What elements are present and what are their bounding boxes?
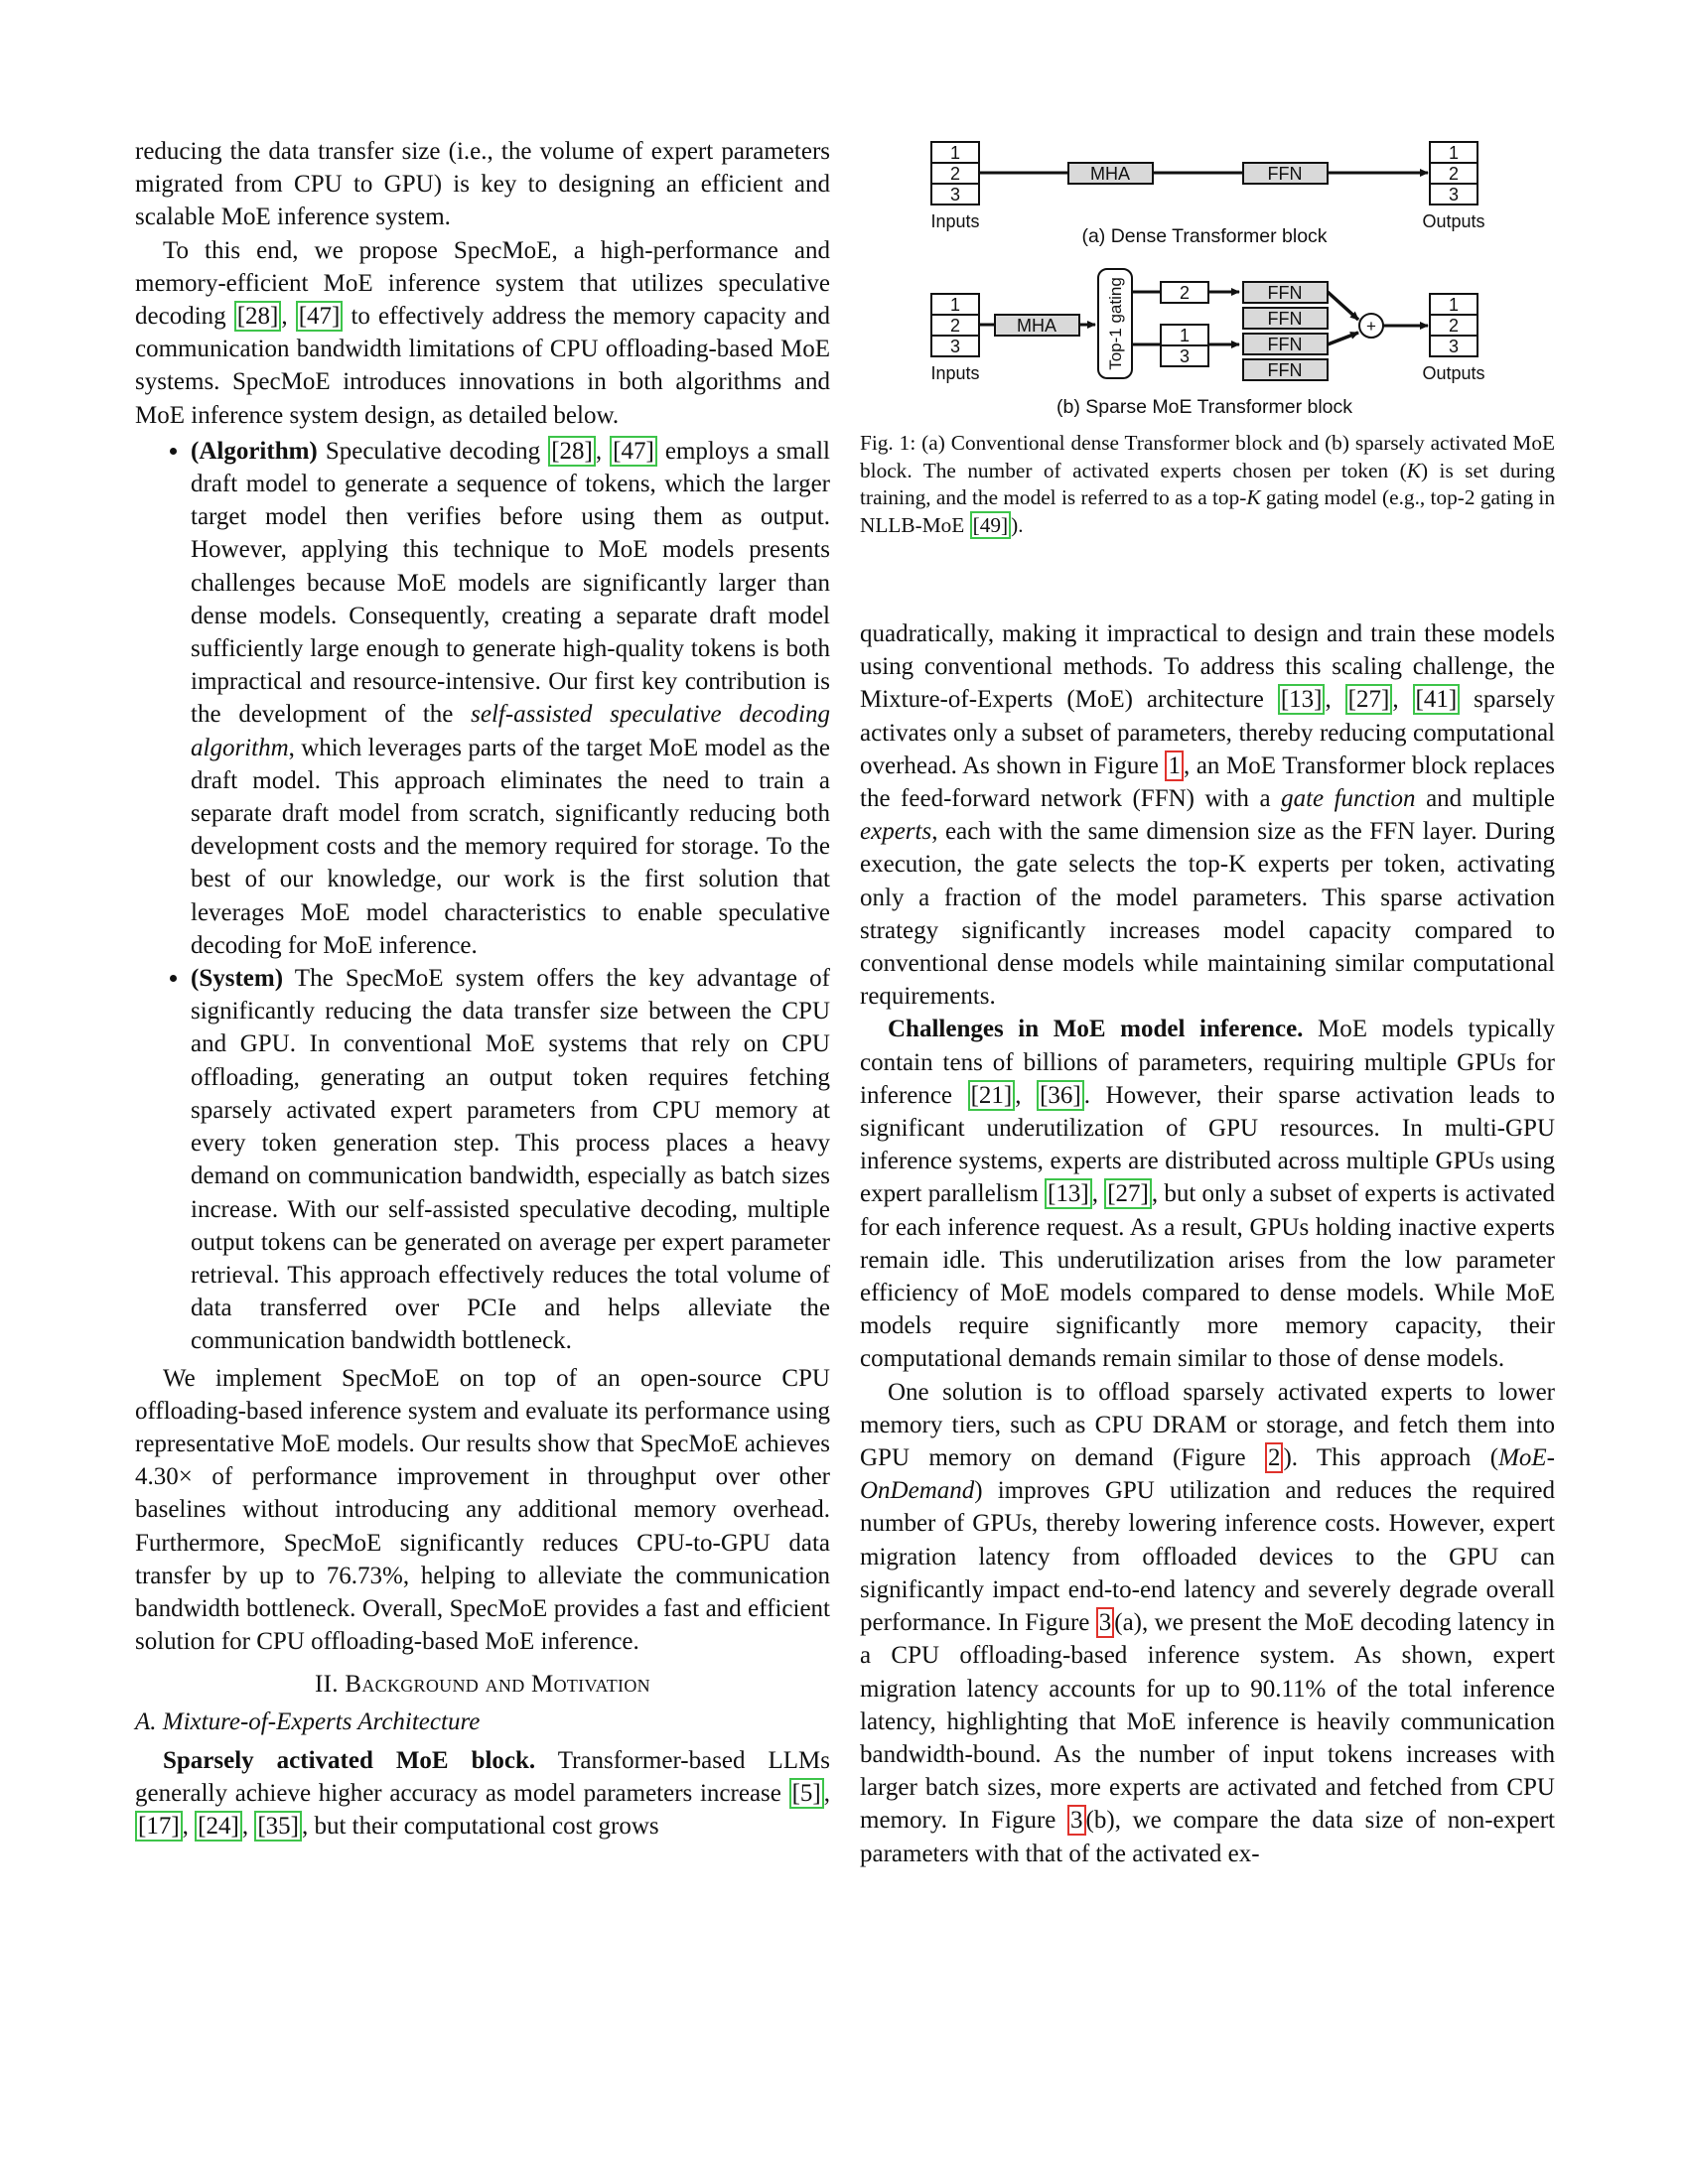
figure-ref-link[interactable]: 3 [1096, 1607, 1115, 1638]
paragraph-propose: To this end, we propose SpecMoE, a high-performance and memory-efficient MoE inference system that utilizes speculative decoding [28] , [47] to effectively address the memory capacity and communication bandwidth limitations of CPU offloading-based MoE systems. SpecMoE introduces innovations in both algorithms and MoE inference system design, as detailed below. [135, 236, 831, 429]
dense-ffn-label: FFN [1267, 164, 1303, 184]
citation-link[interactable]: [28] [234, 301, 282, 332]
sparse-outputs-label: Outputs [1422, 363, 1485, 383]
contribution-list [135, 435, 830, 1358]
paragraph-sparse-block: Sparsely activated MoE block. Transformer-based LLMs generally achieve higher accuracy as model parameters increase [5] , [17] , [24] , [35] , but their computational cost grows [135, 1746, 830, 1841]
bullet-label: (System) [191, 965, 284, 993]
expert-ffn-label: FFN [1267, 335, 1303, 354]
citation-link[interactable]: [35] [254, 1811, 302, 1842]
citation-link[interactable]: [5] [789, 1778, 824, 1809]
routed-token: 1 [1179, 326, 1191, 345]
dense-output-stack [1430, 142, 1477, 205]
expert-ffn-label: FFN [1267, 309, 1303, 329]
citation-link[interactable]: [47] [610, 436, 657, 467]
run-in-heading: Sparsely activated MoE block. [163, 1746, 536, 1774]
paragraph-quadratic: quadratically, making it impractical to design and train these models using conventional methods. To address this scaling challenge, the Mixture-of-Experts (MoE) architecture [13] , [27] , [41] sparsely activates only a subset of parameters, thereby reducing computational overhead. As shown in Figure 1 , an MoE Transformer block replaces the feed-forward network (FFN) with a gate function and multiple experts, each with the same dimension size as the FFN layer. During execution, the gate selects the top-K experts per token, activating only a fraction of the model parameters. This sparse activation strategy significantly increases model capacity compared to conventional dense models while maintaining similar computational requirements. [860, 620, 1556, 1011]
paragraph-intro-end: reducing the data transfer size (i.e., the volume of expert parameters migrated from CPU to GPU) is key to designing an efficient and scalable MoE inference system. [135, 138, 830, 231]
sparse-subcaption: (b) Sparse MoE Transformer block [1055, 396, 1353, 418]
sparse-inputs-label: Inputs [930, 363, 980, 383]
dense-input-token: 3 [949, 185, 961, 205]
bullet-algorithm: • (Algorithm) Speculative decoding [28] , [47] employs a small draft model to generate a sequence of tokens, which the larger target model then verifies before using them as output. However, applying this technique to MoE models presents challenges because MoE models are significantly larger than dense models. Consequently, creating a separate draft model sufficiently large enough to generate high-quality tokens is both impractical and resource-intensive. Our first key contribution is the development of the self-assisted speculative decoding algorithm, which leverages parts of the target MoE model as the draft model. This approach eliminates the need to train a separate draft model from scratch, significantly reducing both development costs and the memory required for storage. To the best of our knowledge, our work is the first solution that leverages MoE model characteristics to enable speculative decoding for MoE inference. [191, 435, 830, 962]
paragraph-solution: One solution is to offload sparsely activated experts to lower memory tiers, such as CPU DRAM or storage, and fetch them into GPU memory on demand (Figure 2 ). This approach (MoE-OnDemand) improves GPU utilization and reduces the required number of GPUs, thereby lowering inference costs. However, expert migration latency from offloaded devices to the GPU can significantly impact end-to-end latency and severely degrade overall performance. In Figure 3 (a), we present the MoE decoding latency in a CPU offloading-based inference system. As shown, expert migration latency accounts for up to 90.11% of the total inference latency, highlighting that MoE inference is heavily communication bandwidth-bound. As the number of input tokens increases with larger batch sizes, more experts are activated and fetched from CPU memory. In Figure 3 (b), we compare the data size of non-expert parameters with that of the activated ex- [860, 1378, 1555, 1867]
sparse-mha-label: MHA [1017, 316, 1056, 336]
sparse-output-token: 2 [1448, 316, 1460, 336]
citation-link[interactable]: [28] [548, 436, 596, 467]
dense-input-token: 1 [949, 143, 961, 163]
expert-ffn-label: FFN [1267, 360, 1303, 380]
citation-link[interactable]: [27] [1345, 684, 1393, 715]
citation-link[interactable]: [27] [1104, 1178, 1152, 1209]
dense-output-token: 3 [1448, 185, 1460, 205]
bullet-system: • (System) The SpecMoE system offers the key advantage of significantly reducing the data transfer size between the CPU and GPU. In conventional MoE systems that rely on CPU offloading, generating an output token requires fetching sparsely activated expert parameters from CPU memory at every token generation step. This process places a heavy demand on communication bandwidth, especially as batch sizes increase. With our self-assisted speculative decoding, multiple output tokens can be generated on average per expert parameter retrieval. This approach effectively reduces the total volume of data transferred over PCIe and helps alleviate the communication bandwidth bottleneck. [191, 962, 830, 1357]
run-in-heading: Challenges in MoE model inference. [888, 1016, 1304, 1043]
expert-ffn-label: FFN [1267, 283, 1303, 303]
sparse-input-stack [931, 294, 979, 356]
paragraph-challenges: Challenges in MoE model inference. MoE models typically contain tens of billions of parameters, requiring multiple GPUs for inference [21] , [36] . However, their sparse activation leads to significant underutilization of GPU resources. In multi-GPU inference systems, experts are distributed across multiple GPUs using expert parallelism [13] , [27] , but only a subset of experts is activated for each inference request. As a result, GPUs holding inactive experts remain idle. This underutilization arises from the low parameter efficiency of MoE models compared to dense models. While MoE models require significantly more memory capacity, their computational demands remain similar to those of dense models. [860, 1016, 1556, 1373]
emphasis: self-assisted speculative decoding algorithm [191, 701, 830, 761]
sum-symbol: + [1366, 317, 1376, 336]
sparse-output-token: 3 [1448, 337, 1460, 356]
sparse-input-token: 3 [949, 337, 961, 356]
bullet-label: (Algorithm) [191, 437, 318, 465]
sparse-input-token: 2 [949, 316, 961, 336]
right-column [860, 617, 1555, 1870]
routed-token: 2 [1179, 283, 1191, 303]
dense-outputs-label: Outputs [1422, 211, 1485, 231]
figure-ref-link[interactable]: 2 [1265, 1442, 1284, 1473]
citation-link[interactable]: [36] [1037, 1080, 1084, 1111]
dense-output-token: 2 [1448, 164, 1460, 184]
citation-link[interactable]: [41] [1413, 684, 1461, 715]
figure-ref-link[interactable]: 1 [1165, 751, 1184, 781]
dense-output-token: 1 [1448, 143, 1460, 163]
citation-link[interactable]: [17] [135, 1811, 183, 1842]
dense-inputs-label: Inputs [930, 211, 980, 231]
routed-token: 3 [1179, 346, 1191, 366]
subsection-title: A. Mixture-of-Experts Architecture [135, 1707, 481, 1735]
section-title: II. Background and Motivation [315, 1671, 650, 1699]
figure-ref-link[interactable]: 3 [1067, 1805, 1086, 1836]
sparse-output-stack [1430, 294, 1477, 356]
dense-input-stack [931, 142, 979, 205]
figure-diagram [860, 135, 1555, 423]
citation-link[interactable]: [49] [970, 511, 1011, 539]
dense-mha-label: MHA [1090, 164, 1130, 184]
sparse-output-token: 1 [1448, 295, 1460, 315]
citation-link[interactable]: [13] [1045, 1178, 1092, 1209]
dense-subcaption: (a) Dense Transformer block [1081, 225, 1328, 247]
figure-caption: Fig. 1: (a) Conventional dense Transformer block and (b) sparsely activated MoE block. The number of activated experts chosen per token (K) is set during training, and the model is referred to as a top-K gating model (e.g., top-2 gating in NLLB-MoE [49] ). [860, 431, 1555, 537]
left-column [135, 135, 830, 1843]
citation-link[interactable]: [13] [1278, 684, 1326, 715]
gate-label: Top-1 gating [1106, 277, 1125, 370]
dense-input-token: 2 [949, 164, 961, 184]
citation-link[interactable]: [21] [968, 1080, 1016, 1111]
sparse-input-token: 1 [949, 295, 961, 315]
citation-link[interactable]: [47] [296, 301, 344, 332]
citation-link[interactable]: [24] [195, 1811, 242, 1842]
paragraph-implement: We implement SpecMoE on top of an open-source CPU offloading-based inference system and evaluate its performance using representative MoE models. Our results show that SpecMoE achieves 4.30× of performance improvement in throughput over other baselines without introducing any additional memory overhead. Furthermore, SpecMoE significantly reduces CPU-to-GPU data transfer by up to 76.73%, helping to alleviate the communication bandwidth bottleneck. Overall, SpecMoE provides a fast and efficient solution for CPU offloading-based MoE inference. [135, 1364, 830, 1656]
